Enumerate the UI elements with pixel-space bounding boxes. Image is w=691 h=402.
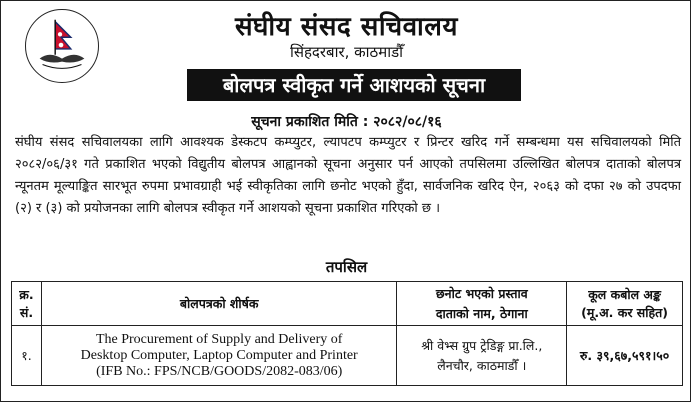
table-row: [12, 326, 683, 386]
header-bid-title: बोलपत्रको शीर्षक: [41, 282, 396, 326]
table-header-row: [12, 282, 683, 326]
header-serial-number: क्र. सं.: [12, 282, 42, 326]
row-bidder: श्री वेभ्स ग्रुप ट्रेडिङ्ग प्रा.लि., लैनचौर, काठमाडौँ ।: [397, 326, 567, 386]
details-table: [11, 281, 683, 386]
notice-title-banner: बोलपत्र स्वीकृत गर्ने आशयको सूचना: [187, 69, 521, 101]
header-bidder: छनोट भएको प्रस्ताव दाताको नाम, ठेगाना: [397, 282, 567, 326]
header-bid-amount: कूल कबोल अङ्क (मू.अ. कर सहित): [567, 282, 683, 326]
details-heading: तपसिल: [325, 258, 368, 276]
organization-name: संघीय संसद सचिवालय: [234, 12, 459, 42]
row-bid-title: The Procurement of Supply and Delivery of Desktop Computer, Laptop Computer and Printer (IFB No.: FPS/NCB/GOODS/2082-083/06): [41, 326, 396, 386]
publish-date: सूचना प्रकाशित मिति : २०८२/०८/१६: [251, 114, 442, 130]
row-bid-amount: रु. ३९,६७,५९१।५०: [567, 326, 683, 386]
notice-paragraph: संघीय संसद सचिवालयका लागि आवश्यक डेस्कटप कम्प्युटर, ल्यापटप कम्प्युटर र प्रिन्टर खरिद गर्ने सम्बन्धमा यस सचिवालयको मिति २०८२/०६/३१ गते प्रकाशित भएको विद्युतीय बोलपत्र आह्वानको सूचना अनुसार पर्न आएको तपसिलमा उल्लिखित बोलपत्र दाताको बोलपत्र न्यूनतम मूल्याङ्कित सारभूत रुपमा प्रभावग्राही भई स्वीकृतिका लागि छनोट भएको हुँदा, सार्वजनिक खरिद ऐन, २०६३ को दफा २७ को उपदफा (२) र (३) को प्रयोजनका लागि बोलपत्र स्वीकृत गर्ने आशयको सूचना प्रकाशित गरिएको छ ।: [15, 135, 681, 216]
row-serial-number: १.: [12, 326, 42, 386]
organization-address: सिंहदरबार, काठमाडौँ: [289, 43, 404, 61]
